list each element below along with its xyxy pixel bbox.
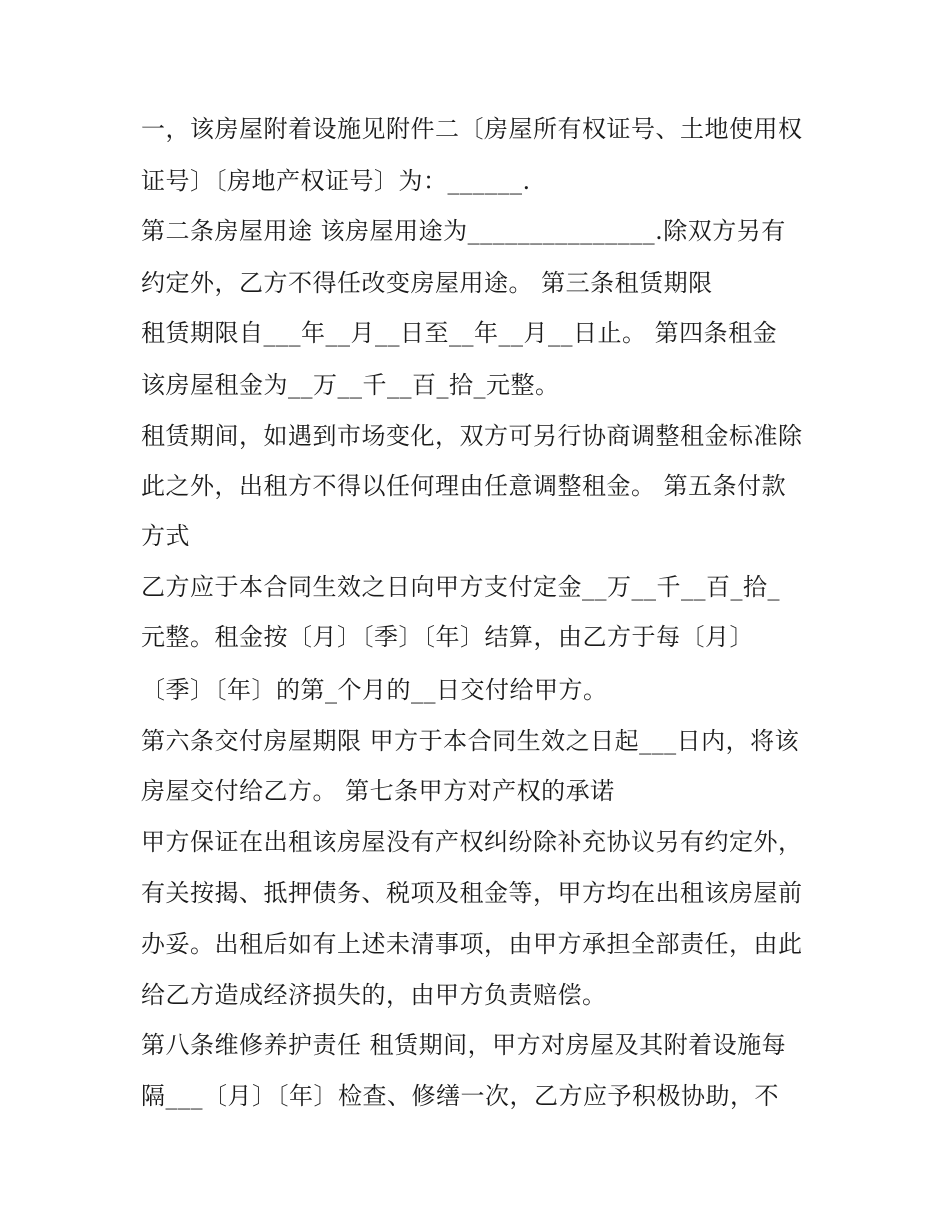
text-line: 租赁期限自___年__月__日至__年__月__日止。 第四条租金 — [141, 319, 778, 347]
text-line: 该房屋租金为__万__千__百_拾_元整。 — [141, 371, 560, 399]
text-line: 〔季〕〔年〕的第_个月的__日交付给甲方。 — [141, 676, 608, 704]
text-line: 约定外，乙方不得任改变房屋用途。 第三条租赁期限 — [141, 269, 713, 297]
text-line: 第八条维修养护责任 租赁期间，甲方对房屋及其附着设施每 — [141, 1031, 787, 1059]
text-line: 租赁期间，如遇到市场变化，双方可另行协商调整租金标准除 — [141, 422, 803, 450]
text-line: 第六条交付房屋期限 甲方于本合同生效之日起___日内，将该 — [141, 727, 800, 755]
text-line: 乙方应于本合同生效之日向甲方支付定金__万__千__百_拾_ — [141, 573, 780, 601]
text-line: 有关按揭、抵押债务、税项及租金等，甲方均在出租该房屋前 — [141, 879, 803, 907]
text-line: 甲方保证在出租该房屋没有产权纠纷除补充协议另有约定外， — [141, 828, 803, 856]
text-line: 房屋交付给乙方。 第七条甲方对产权的承诺 — [141, 777, 615, 805]
text-line: 给乙方造成经济损失的，由甲方负责赔偿。 — [141, 981, 607, 1009]
text-line: 第二条房屋用途 该房屋用途为_______________.除双方另有 — [141, 217, 786, 245]
text-line: 一，该房屋附着设施见附件二〔房屋所有权证号、土地使用权 — [141, 115, 803, 143]
text-line: 办妥。出租后如有上述未清事项，由甲方承担全部责任，由此 — [141, 930, 803, 958]
text-line: 证号〕〔房地产权证号〕为：______. — [141, 167, 531, 195]
text-line: 元整。租金按〔月〕〔季〕〔年〕结算，由乙方于每〔月〕 — [141, 623, 754, 651]
text-line: 此之外，出租方不得以任何理由任意调整租金。 第五条付款 — [141, 472, 787, 500]
text-line: 方式 — [141, 522, 190, 550]
text-line: 隔___〔月〕〔年〕检查、修缮一次，乙方应予积极协助，不 — [141, 1082, 779, 1110]
